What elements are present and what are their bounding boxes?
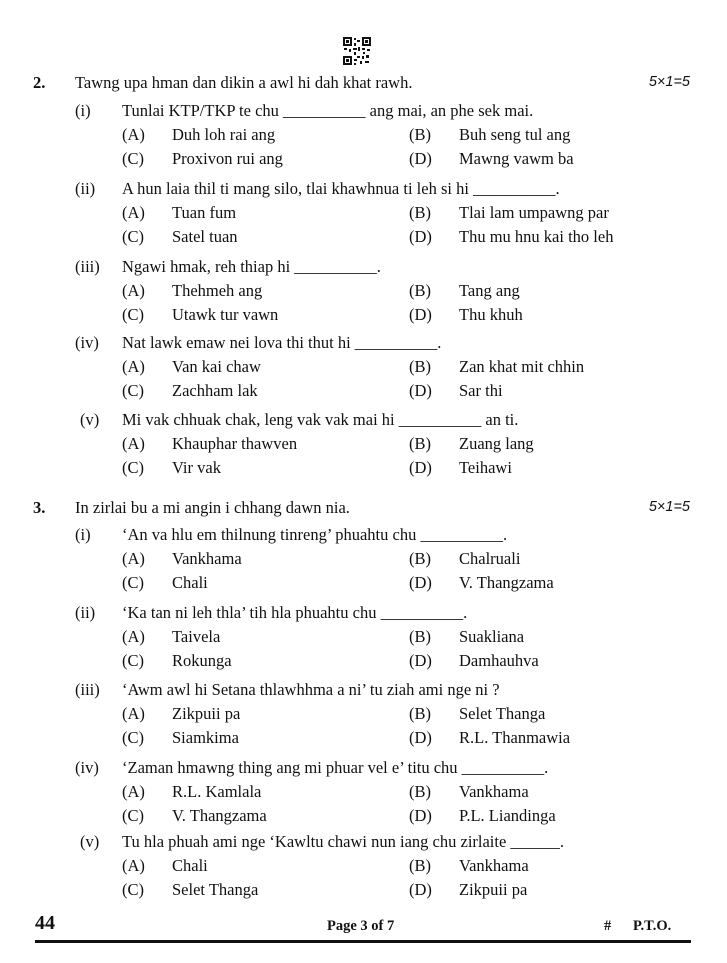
options-row xyxy=(0,651,727,673)
option-text: Tlai lam umpawng par xyxy=(459,203,609,222)
option-text: Mawng vawm ba xyxy=(459,149,574,168)
sub-question-number: (i) xyxy=(75,525,91,544)
option-text: Zuang lang xyxy=(459,434,534,453)
option-text: V. Thangzama xyxy=(459,573,554,592)
options-row xyxy=(0,782,727,804)
option-text: Sar thi xyxy=(459,381,503,400)
options-row xyxy=(0,856,727,878)
option-label: (C) xyxy=(122,728,144,747)
options-row xyxy=(0,880,727,902)
options-row xyxy=(0,728,727,750)
option-label: (C) xyxy=(122,806,144,825)
sub-question-text: ‘Awm awl hi Setana thlawhhma a ni’ tu ziah ami nge ni ? xyxy=(122,680,500,699)
option-label: (D) xyxy=(409,573,432,592)
question-instruction: In zirlai bu a mi angin i chhang dawn nia. xyxy=(75,498,350,517)
option-label: (C) xyxy=(122,573,144,592)
marks-allocation: 5×1=5 xyxy=(648,74,690,90)
option-text: Chalruali xyxy=(459,549,521,568)
option-text: V. Thangzama xyxy=(172,806,267,825)
option-label: (B) xyxy=(409,203,431,222)
options-row xyxy=(0,125,727,147)
option-text: Tuan fum xyxy=(172,203,237,222)
option-label: (A) xyxy=(122,627,145,646)
hash-mark: # xyxy=(604,918,612,934)
option-text: Tang ang xyxy=(459,281,520,300)
sub-question xyxy=(0,179,727,201)
question-3-header xyxy=(0,498,727,522)
option-label: (D) xyxy=(409,880,432,899)
option-text: Rokunga xyxy=(172,651,232,670)
option-text: Buh seng tul ang xyxy=(459,125,571,144)
options-row xyxy=(0,627,727,649)
option-text: Duh loh rai ang xyxy=(172,125,276,144)
sub-question xyxy=(0,832,727,854)
option-label: (B) xyxy=(409,856,431,875)
page-footer xyxy=(0,912,727,942)
option-label: (B) xyxy=(409,549,431,568)
option-label: (C) xyxy=(122,149,144,168)
option-text: Siamkima xyxy=(172,728,239,747)
option-label: (A) xyxy=(122,125,145,144)
options-row xyxy=(0,573,727,595)
option-label: (A) xyxy=(122,281,145,300)
sub-question-number: (iii) xyxy=(75,257,100,276)
question-number: 2. xyxy=(33,73,46,92)
option-text: Vir vak xyxy=(172,458,221,477)
sub-question-number: (ii) xyxy=(75,603,96,622)
options-row xyxy=(0,149,727,171)
option-text: R.L. Kamlala xyxy=(172,782,262,801)
option-label: (C) xyxy=(122,305,144,324)
option-text: Zikpuii pa xyxy=(172,704,241,723)
sub-question xyxy=(0,257,727,279)
page-number: Page 3 of 7 xyxy=(327,918,395,934)
footer-rule xyxy=(35,940,691,943)
option-text: Thehmeh ang xyxy=(172,281,263,300)
option-text: Utawk tur vawn xyxy=(172,305,279,324)
option-label: (A) xyxy=(122,549,145,568)
option-label: (D) xyxy=(409,227,432,246)
options-row xyxy=(0,549,727,571)
sub-question-text: ‘Zaman hmawng thing ang mi phuar vel e’ titu chu __________. xyxy=(122,758,549,777)
options-row xyxy=(0,227,727,249)
sub-question-text: Tu hla phuah ami nge ‘Kawltu chawi nun iang chu zirlaite ______. xyxy=(122,832,565,851)
option-label: (A) xyxy=(122,856,145,875)
sub-question-number: (v) xyxy=(80,410,100,429)
option-text: Thu khuh xyxy=(459,305,523,324)
option-text: R.L. Thanmawia xyxy=(459,728,571,747)
option-label: (D) xyxy=(409,149,432,168)
options-row xyxy=(0,357,727,379)
option-text: Thu mu hnu kai tho leh xyxy=(459,227,614,246)
option-text: Chali xyxy=(172,856,208,875)
option-label: (D) xyxy=(409,305,432,324)
sub-question-number: (iv) xyxy=(75,758,99,777)
option-text: Zachham lak xyxy=(172,381,258,400)
sub-question xyxy=(0,603,727,625)
option-label: (C) xyxy=(122,880,144,899)
option-label: (A) xyxy=(122,203,145,222)
option-text: Teihawi xyxy=(459,458,512,477)
sub-question-text: Nat lawk emaw nei lova thi thut hi __________. xyxy=(122,333,442,352)
options-row xyxy=(0,704,727,726)
option-text: Khauphar thawven xyxy=(172,434,298,453)
option-label: (C) xyxy=(122,458,144,477)
option-text: Damhauhva xyxy=(459,651,539,670)
option-text: Zan khat mit chhin xyxy=(459,357,585,376)
option-text: Vankhama xyxy=(172,549,242,568)
options-row xyxy=(0,381,727,403)
option-label: (B) xyxy=(409,782,431,801)
please-turn-over: P.T.O. xyxy=(633,918,672,934)
option-label: (B) xyxy=(409,357,431,376)
option-label: (A) xyxy=(122,704,145,723)
options-row xyxy=(0,458,727,480)
sub-question-text: Tunlai KTP/TKP te chu __________ ang mai, an phe sek mai. xyxy=(122,101,534,120)
option-text: Zikpuii pa xyxy=(459,880,528,899)
option-text: Proxivon rui ang xyxy=(172,149,283,168)
option-label: (D) xyxy=(409,381,432,400)
option-label: (D) xyxy=(409,458,432,477)
option-text: Taivela xyxy=(172,627,221,646)
option-label: (B) xyxy=(409,125,431,144)
option-text: Vankhama xyxy=(459,782,529,801)
option-label: (D) xyxy=(409,728,432,747)
sub-question xyxy=(0,758,727,780)
sub-question xyxy=(0,680,727,702)
marks-allocation: 5×1=5 xyxy=(648,499,690,515)
sub-question xyxy=(0,410,727,432)
qr-code-icon xyxy=(343,37,371,65)
options-row xyxy=(0,806,727,828)
option-label: (D) xyxy=(409,806,432,825)
sub-question-number: (ii) xyxy=(75,179,96,198)
option-text: Vankhama xyxy=(459,856,529,875)
option-text: Chali xyxy=(172,573,208,592)
sub-question-text: Mi vak chhuak chak, leng vak vak mai hi __________ an ti. xyxy=(122,410,519,429)
sub-question-text: ‘An va hlu em thilnung tinreng’ phuahtu chu __________. xyxy=(122,525,508,544)
sub-question-text: A hun laia thil ti mang silo, tlai khawhnua ti leh si hi __________. xyxy=(122,179,560,198)
option-label: (C) xyxy=(122,227,144,246)
option-label: (D) xyxy=(409,651,432,670)
option-text: Satel tuan xyxy=(172,227,238,246)
options-row xyxy=(0,434,727,456)
options-row xyxy=(0,305,727,327)
options-row xyxy=(0,203,727,225)
option-label: (A) xyxy=(122,434,145,453)
option-text: Selet Thanga xyxy=(459,704,546,723)
question-paper-code: 44 xyxy=(35,912,55,934)
sub-question-number: (v) xyxy=(80,832,100,851)
question-2-header xyxy=(0,73,727,97)
option-text: Suakliana xyxy=(459,627,525,646)
sub-question xyxy=(0,101,727,123)
sub-question-number: (i) xyxy=(75,101,91,120)
option-label: (A) xyxy=(122,357,145,376)
option-text: P.L. Liandinga xyxy=(459,806,556,825)
sub-question-text: Ngawi hmak, reh thiap hi __________. xyxy=(122,257,381,276)
sub-question-number: (iv) xyxy=(75,333,99,352)
option-text: Van kai chaw xyxy=(172,357,261,376)
sub-question xyxy=(0,333,727,355)
sub-question-text: ‘Ka tan ni leh thla’ tih hla phuahtu chu __________. xyxy=(122,603,468,622)
question-number: 3. xyxy=(33,498,46,517)
option-label: (A) xyxy=(122,782,145,801)
option-label: (C) xyxy=(122,381,144,400)
sub-question-number: (iii) xyxy=(75,680,100,699)
option-label: (C) xyxy=(122,651,144,670)
sub-question xyxy=(0,525,727,547)
option-label: (B) xyxy=(409,704,431,723)
option-label: (B) xyxy=(409,434,431,453)
option-label: (B) xyxy=(409,281,431,300)
question-instruction: Tawng upa hman dan dikin a awl hi dah khat rawh. xyxy=(75,73,413,92)
options-row xyxy=(0,281,727,303)
option-text: Selet Thanga xyxy=(172,880,259,899)
option-label: (B) xyxy=(409,627,431,646)
